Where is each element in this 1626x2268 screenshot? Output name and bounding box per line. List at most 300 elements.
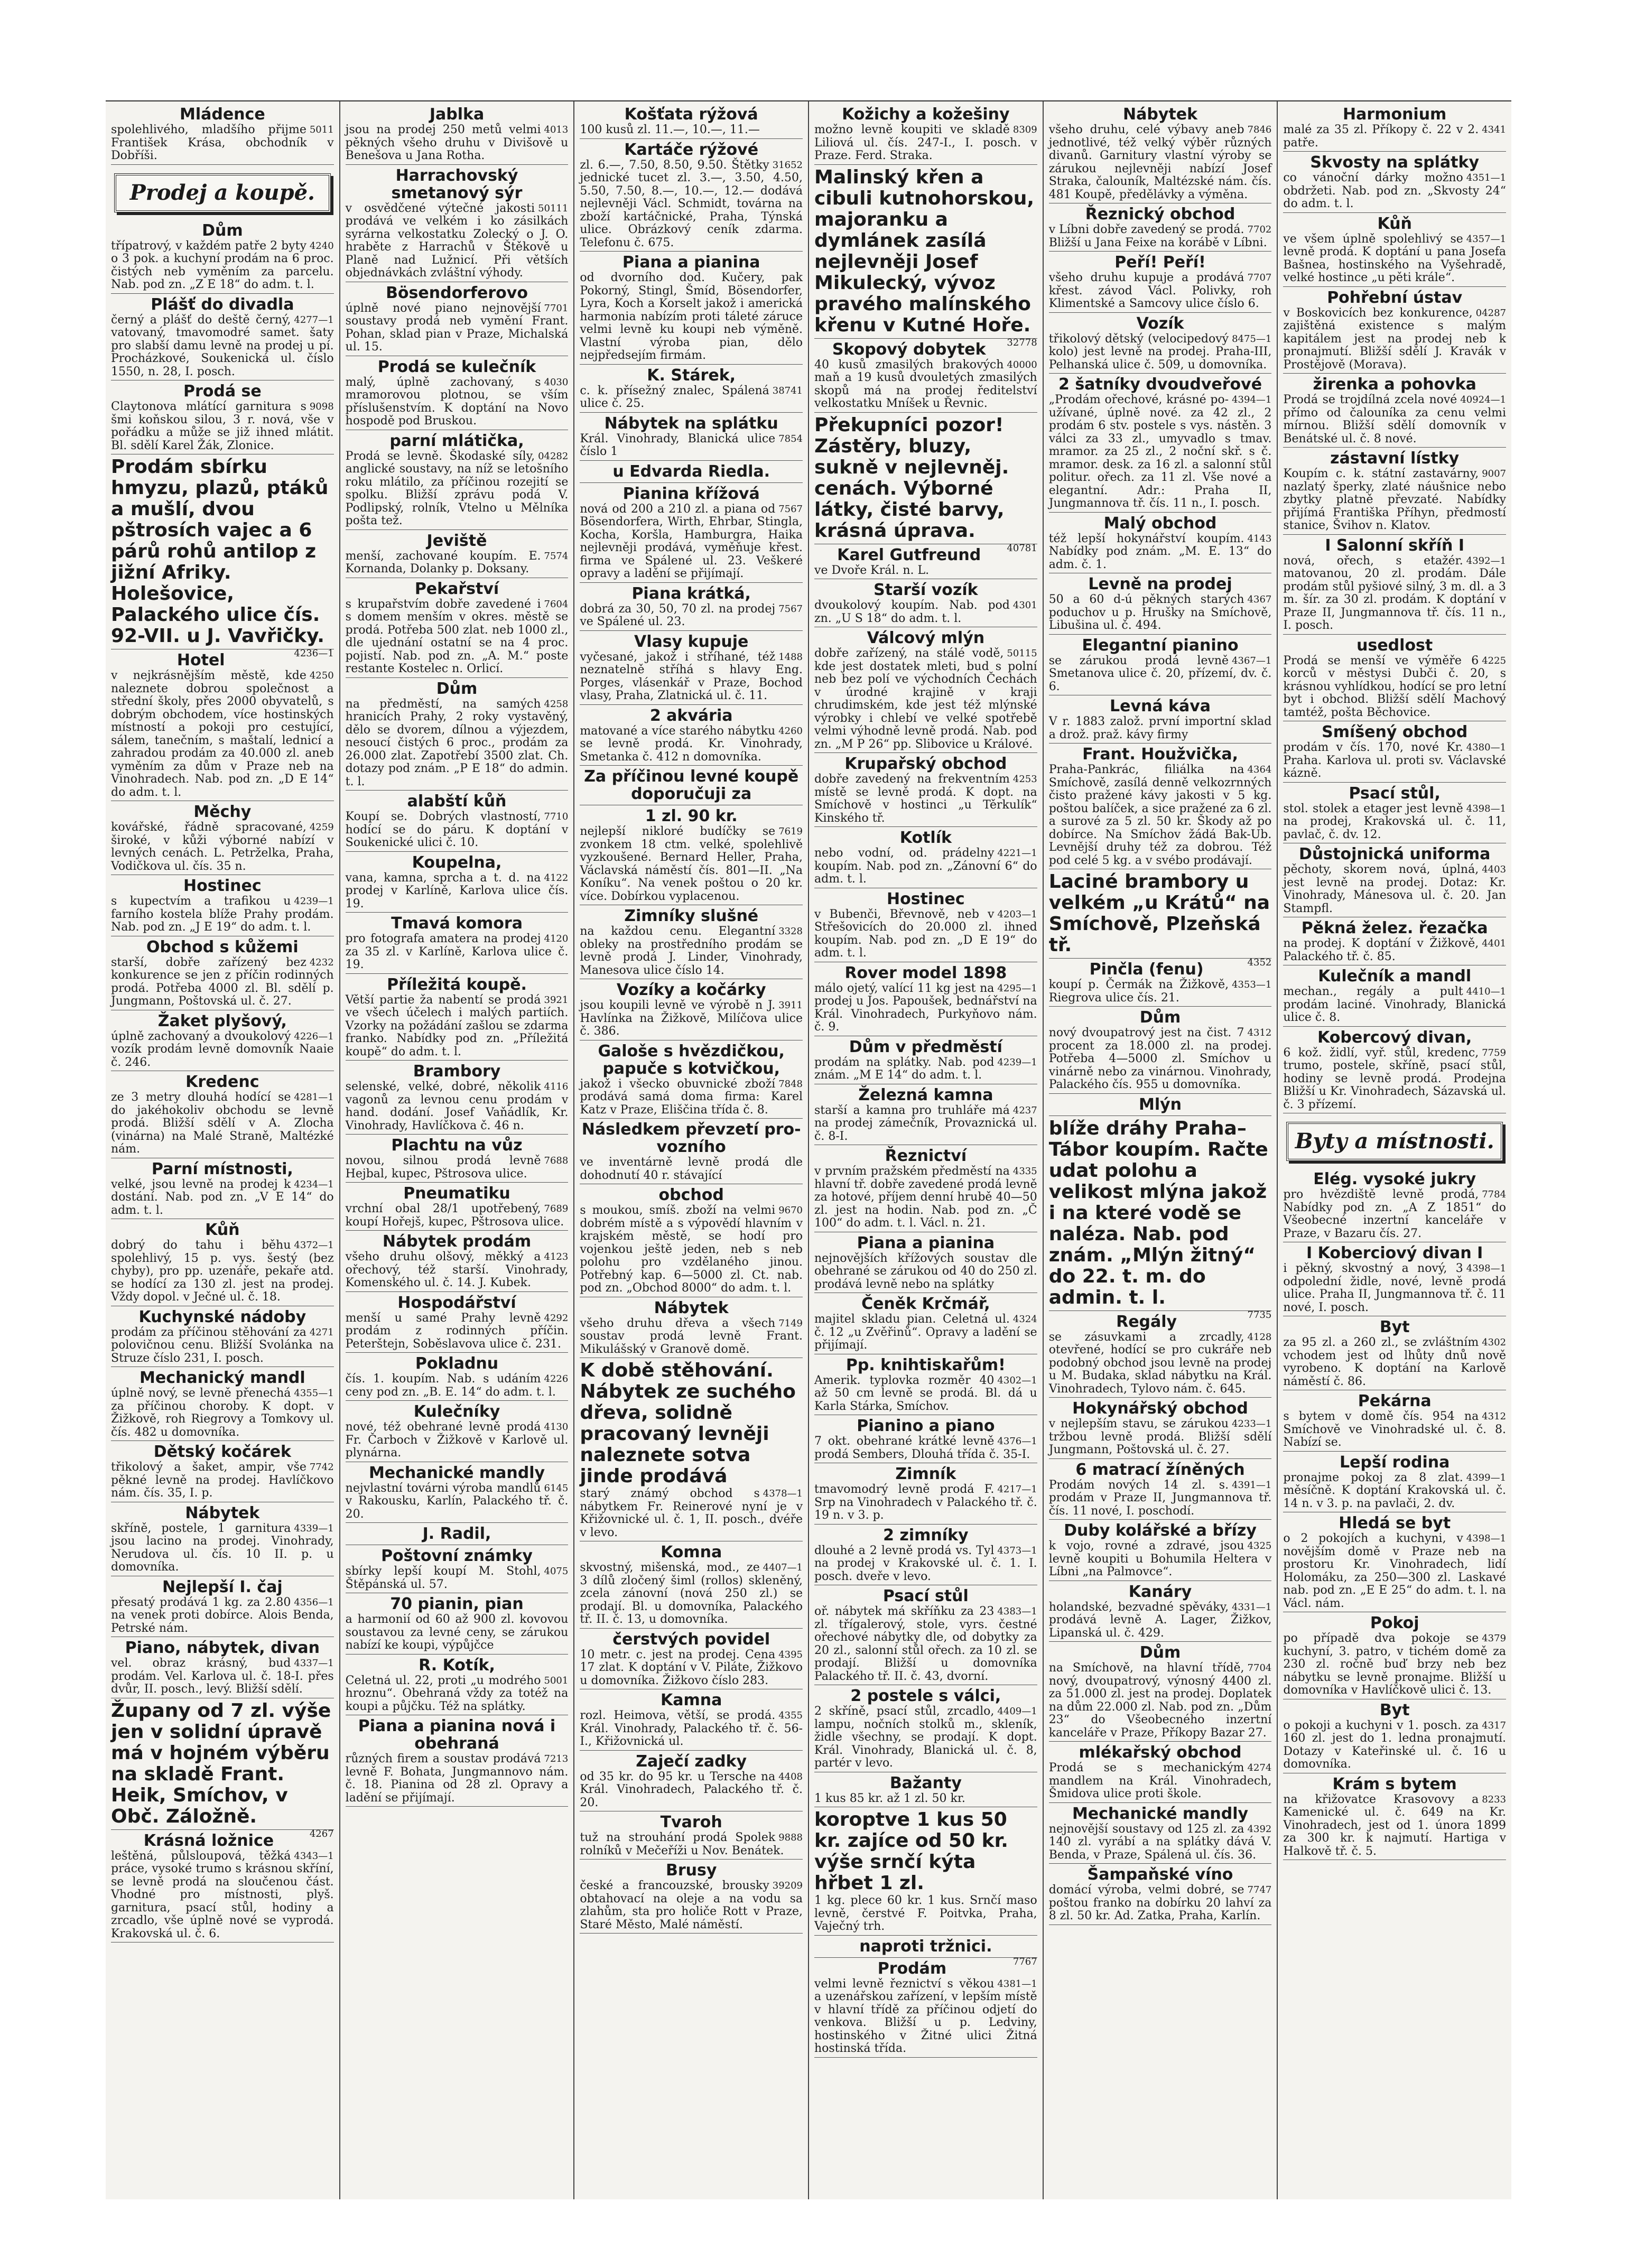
ad-heading: Dům (1139, 1008, 1181, 1027)
ad-reference-number: 4372—1 (294, 1240, 334, 1251)
ad-text-block (1049, 1331, 1272, 1396)
ad-reference-number: 7149 (778, 1317, 803, 1329)
ad-reference-number: 4357—1 (1466, 233, 1507, 245)
ad-heading: Překupníci pozor! Zástěry, bluzy, sukně v nejlevněj. cenách. Výborné látky, čisté barvy, krásná úprava. (814, 414, 1009, 542)
ad-reference-number: 5001 (544, 1675, 569, 1686)
classified-ad (1048, 1117, 1272, 1321)
ad-reference-number: 40000 (1007, 359, 1037, 370)
ad-reference-number: 5011 (309, 124, 334, 135)
ad-text-block (346, 811, 569, 850)
ad-text-block (111, 240, 334, 292)
ad-reference-number: 4239—1 (997, 1056, 1037, 1068)
ad-reference-number: 9670 (778, 1205, 803, 1216)
classified-ad (814, 1356, 1037, 1416)
ad-heading: čerstvých povidel (612, 1630, 770, 1649)
ad-heading: Bažanty (889, 1773, 962, 1792)
ad-reference-number: 4221—1 (997, 848, 1037, 859)
ad-heading: Mechanický mandl (140, 1369, 305, 1387)
ad-text-block (346, 124, 569, 163)
column-4 (809, 101, 1044, 2199)
ad-text-block (814, 1435, 1037, 1461)
ad-body: dobře zařízený, na stálé vodě, kde jest dostatek mleti, bud s polní neb bez polí ve východních Čechách v úrodné krajině v kraji chrudimském, kde jest též mlýnské výrobky i chlebí ve velké spotřebě velmi výhodně levně prodá. Nab. pod zn. „M P 26“ pp. Slibovice u Králové. (814, 647, 1037, 751)
ad-reference-number: 4030 (544, 376, 569, 388)
ad-text-block (814, 647, 1037, 751)
ad-heading: 2 akvária (649, 706, 733, 725)
ad-reference-number: 4301 (1012, 600, 1037, 611)
ad-reference-number: 4123 (544, 1251, 569, 1262)
ad-body: spolehlivého, mladšího přijme František Krása, obchodník v Dobříši. (111, 123, 334, 162)
ad-text-block (580, 999, 803, 1038)
classified-ad (1283, 1170, 1506, 1242)
ad-reference-number: 4353—1 (1232, 979, 1272, 990)
ad-heading: Elegantní pianino (1082, 636, 1239, 655)
ad-reference-number: 4128 (1247, 1331, 1272, 1343)
ad-body: menší, zachované koupím. E. Kornanda, Dolanky p. Doksany. (345, 549, 541, 575)
ad-heading: blíže dráhy Praha–Tábor koupím. Račte udat polohu a velikost mlýna jakož i na které vodě se naléza. Nab. pod znám. „Mlýn žitný“ do 22. t. m. do admin. t. l. (1048, 1117, 1268, 1308)
ad-body: dobrá za 30, 50, 70 zl. na prodej ve Spálené ul. 23. (580, 602, 776, 628)
classified-ad (111, 803, 334, 875)
ad-heading: Levně na prodej (1088, 575, 1232, 593)
classified-ad (580, 141, 803, 252)
classified-ad (580, 415, 803, 461)
ad-text-block (111, 401, 334, 452)
ad-body: české a francouzské, brousky obtahovací na oleje a na vodu sa zlahům, sta pro holiče Rott v Praze, Staré Město, Malé náměstí. (580, 1879, 803, 1931)
ad-reference-number: 4122 (544, 872, 569, 884)
ad-body: jakož i všecko obuvnické zboží prodává samá doma firma: Karel Katz v Praze, Eliščina třída č. 8. (580, 1077, 803, 1117)
classified-ad (580, 367, 803, 413)
ad-text-block (580, 159, 803, 250)
ad-body: všeho druhu, celé výbavy aneb jednotlivé, též velký výběr různých divanů. Garnitury vlastní výroby se zárukou nejlevněji nabízí Josef Straka, čalouník, Maltézské nám. čís. 481 Koupě, předělávky a výměna. (1048, 123, 1272, 201)
ad-heading: Kulečníky (413, 1402, 500, 1421)
ad-reference-number: 6145 (544, 1482, 569, 1494)
classified-ad (346, 1595, 569, 1654)
classified-ad (814, 890, 1037, 962)
ad-text-block (111, 1850, 334, 1941)
classified-ad (346, 1355, 569, 1401)
ad-body: málo ojetý, valící 11 kg jest na prodej u Jos. Papoušek, bednářství na Král. Vinohradech, Purkyňovo nám. č. 9. (814, 981, 1037, 1034)
ad-heading: Hostinec (887, 889, 965, 908)
classified-ad (1049, 1744, 1272, 1803)
ad-text-block (111, 314, 334, 379)
ad-heading: Pp. knihtiskařům! (845, 1355, 1006, 1374)
classified-ad (1283, 1702, 1506, 1773)
ad-body: holandské, bezvadné spěváky, prodává levně A. Lager, Žižkov, Lipanská ul. č. 429. (1048, 1600, 1272, 1640)
ad-body: třípatrový, v každém patře 2 byty o 3 pok. a kuchyní prodám na 6 proc. čistých neb vyměním za parcelu. Nab. pod zn. „Z E 18“ do adm. t. l. (111, 239, 334, 291)
ad-text-block (346, 994, 569, 1059)
classified-ad (111, 1221, 334, 1306)
ad-body: 1 kus 85 kr. až 1 zl. 50 kr. (814, 1791, 965, 1805)
ad-reference-number: 4337—1 (294, 1658, 334, 1669)
classified-ad (1283, 450, 1506, 535)
ad-heading: Bösendorferovo (386, 283, 528, 302)
ad-reference-number: 4116 (544, 1081, 569, 1092)
classified-ad (1049, 575, 1272, 635)
ad-text-block (1049, 394, 1272, 510)
ad-reference-number: 4217—1 (997, 1484, 1037, 1495)
classified-ad (346, 1657, 569, 1716)
ad-body: malý, úplně zachovaný, s mramorovou plotnou, se vším příslušenstvím. K doptání na Novo hospodě pod Bruskou. (345, 375, 569, 427)
ad-heading: Parní místnosti, (151, 1159, 293, 1178)
ad-text-block (111, 1030, 334, 1070)
ad-text-block (580, 1078, 803, 1117)
ad-body: nová od 200 a 210 zl. a piana od Bösendorfera, Wirth, Ehrbar, Stingla, Kocha, Koršla, Hamburgra, Haika nejlevněji prodává, vyměňuje křest. firma ve Spálené ul. 23. Veškeré opravy a ladění se přijímají. (580, 502, 803, 580)
ad-body: na křižovatce Krasovovy a Kamenické ul. č. 649 na Kr. Vinohradech, jest od 1. února 1899 za 300 kr. k najmutí. Hartiga v Halkově tř. č. 5. (1283, 1792, 1507, 1858)
classified-ad (814, 1960, 1037, 2058)
ad-body: majitel skladu pian. Celetná ul. č. 12 „u Zvěřinů“. Opravy a ladění se přijímají. (814, 1313, 1037, 1352)
classified-ad (1283, 1614, 1506, 1699)
ad-reference-number: 4239—1 (294, 896, 334, 907)
classified-ad (1049, 1522, 1272, 1581)
ad-reference-number: 4312 (1482, 1411, 1507, 1422)
ad-body: starší, dobře zařízený bez konkurence se jen z příčin rodinných prodá. Potřeba 4000 zl. Bl. sdělí p. Jungmann, Poštovská ul. č. 27. (111, 955, 334, 1008)
classified-ad (1283, 376, 1506, 448)
ad-body: nové, též obehrané levně prodá Fr. Čarboch v Žižkově v Karlově ul. plynárna. (345, 1420, 569, 1460)
ad-heading: Kuchynské nádoby (138, 1307, 306, 1326)
ad-body: c. k. přísežný znalec, Spálená ulice č. 25. (580, 384, 769, 410)
classified-ad (1049, 315, 1272, 374)
ad-heading: Kredenc (185, 1073, 259, 1091)
ad-body: nebo vodní, od. prádelny koupím. Nab. pod zn. „Zánovní 6“ do adm. t. l. (814, 847, 1037, 886)
ad-heading: Starší vozík (874, 581, 978, 599)
classified-ad (1049, 1583, 1272, 1642)
column-1 (106, 101, 340, 2199)
classified-ad (1283, 637, 1506, 722)
ad-body: leštěná, půlsloupová, těžká práce, vysoké trumo s krásnou skříní, se levně prodá na sloučenou část. Vhodné pro místnosti, plyš. garnitura, psací stůl, hodiny a zrcadlo, vše úplně nové se vyprodá. Krakovská ul. č. 6. (111, 1849, 334, 1940)
classified-ad (111, 222, 334, 294)
ad-text-block (814, 599, 1037, 625)
ad-heading: Piana a pianina (622, 253, 760, 272)
ad-text-block (1283, 1336, 1506, 1388)
ad-heading: Mládence (179, 105, 265, 124)
ad-body: na předměstí, na samých hranicích Prahy, 2 roky vystavěný, dělo se dvorem, dílnou a výjezdem, nesoucí čistých 6 proc., prodám za 26.000 zlat. Zapotřebí 3500 zlat. Ch. dotazy pod znám. „P E 18“ do admin. t. l. (345, 697, 569, 788)
ad-reference-number: 4236—1 (294, 648, 334, 659)
ad-reference-number: 4317 (1482, 1719, 1507, 1731)
classified-ad (1049, 106, 1272, 203)
ad-body: velké, jsou levně na prodej k dostání. Nab. pod zn. „V E 14“ do adm. t. l. (111, 1177, 334, 1217)
ad-heading: K době stěhování. Nábytek ze suchého dřeva, solidně pracovaný levněji naleznete sotva jinde prodává (580, 1360, 796, 1487)
ad-text-block (814, 1056, 1037, 1082)
ad-reference-number: 7846 (1247, 124, 1272, 135)
classified-ad (1049, 1009, 1272, 1094)
ad-text-block (346, 376, 569, 428)
ad-reference-number: 4367 (1247, 594, 1272, 605)
classified-ad (1283, 154, 1506, 213)
ad-body: se zárukou prodá levně Smetanova ulice č. 20, přízemí, dv. č. 6. (1048, 654, 1272, 693)
ad-reference-number: 50111 (538, 202, 569, 214)
ad-text-block (814, 1792, 1037, 1806)
ad-body: mechan., regály a pult prodám laciné. Vinohrady, Blanická ulice č. 8. (1283, 985, 1507, 1024)
ad-text-block (814, 1252, 1037, 1291)
section-banner: Prodej a koupě. (114, 173, 331, 212)
ad-reference-number: 4410—1 (1466, 986, 1507, 997)
ad-text-block (1049, 224, 1272, 249)
classified-ad (814, 1527, 1037, 1586)
classified-ad (346, 532, 569, 578)
ad-reference-number: 4398—1 (1466, 1533, 1507, 1544)
ad-heading: Karel Gutfreund (837, 545, 981, 564)
ad-text-block (580, 825, 803, 903)
ad-heading: R. Kotík, (419, 1656, 495, 1675)
classified-ad (111, 1073, 334, 1158)
ad-heading: Řeznictví (885, 1147, 967, 1165)
ad-text-block (814, 1374, 1037, 1414)
ad-heading: Železná kamna (858, 1085, 993, 1104)
ad-heading: Piano, nábytek, divan (125, 1639, 320, 1657)
ad-reference-number: 9888 (778, 1832, 803, 1843)
ad-text-block (1283, 1632, 1506, 1697)
ad-text-block (111, 1657, 334, 1696)
ad-heading: Duby kolářské a břízy (1064, 1521, 1257, 1540)
ad-body: nový dvoupatrový jest na čist. 7 procent za 18.000 zl. na prodej. Potřeba 4—5000 zl. Smíchov u vinárně nebo za vinárnou. Vinohrady, Palackého čís. 955 u domovníka. (1048, 1026, 1272, 1091)
ad-reference-number: 4339—1 (294, 1522, 334, 1534)
ad-reference-number: 4277—1 (294, 314, 334, 326)
classified-ad (346, 915, 569, 974)
classified-ad (1049, 254, 1272, 313)
ad-heading: Malinský křen a cibuli kutnohorskou, majoranku a dymlánek zasílá nejlevněji Josef Mikulecký, vývoz pravého malínského křenu v Kutné Hoře. (814, 166, 1035, 336)
ad-text-block (346, 1373, 569, 1399)
ad-text-block (1049, 655, 1272, 694)
ad-reference-number: 7848 (778, 1078, 803, 1090)
ad-heading: K. Stárek, (647, 366, 736, 385)
classified-ad (1049, 698, 1272, 743)
ad-reference-number: 7747 (1247, 1884, 1272, 1895)
ad-text-block (346, 1203, 569, 1229)
classified-ad (111, 1308, 334, 1368)
ad-text-block (814, 1165, 1037, 1230)
ad-body: třikolový a šaket, ampir, vše pěkné levně na prodej. Havlíčkovo nám. čís. 35, I. p. (111, 1461, 334, 1500)
ad-heading: Harrachovský smetanový sýr (391, 166, 523, 202)
classified-ad (1049, 961, 1272, 1007)
ad-body: jsou na prodej 250 metů velmi pěkných všeho druhu v Divišově u Benešova u Jana Rotha. (345, 123, 569, 162)
ad-reference-number: 7707 (1247, 272, 1272, 283)
ad-heading: Obchod s kůžemi (146, 937, 299, 956)
ad-reference-number: 4260 (778, 725, 803, 737)
classified-ad (111, 1699, 334, 1839)
ad-reference-number: 7567 (778, 603, 803, 615)
ad-text-block (346, 302, 569, 354)
ad-text-block (111, 1326, 334, 1365)
ad-body: Prodá se trojdílná zcela nové přímo od čalouníka za cenu velmi mírnou. Bližší sdělí domovník v Benátské ul. č. 8 nové. (1283, 393, 1507, 445)
ad-reference-number: 4250 (309, 670, 334, 681)
ad-text-block (1283, 1188, 1506, 1240)
ad-reference-number: 4325 (1247, 1540, 1272, 1551)
ad-reference-number: 4232 (309, 956, 334, 968)
ad-body: se zásuvkami a zrcadly, otevřené, hodící se pro cukráře neb podobný obchod jsou levně na prodej u M. Budaka, sklad nábytku na Král. Vinohradech, Tylovo nám. č. 645. (1048, 1330, 1272, 1396)
ad-text-block (1283, 124, 1506, 150)
ad-heading: Kulečník a mandl (1318, 967, 1472, 986)
ad-heading: Elég. vysoké jukry (1313, 1170, 1476, 1188)
ad-reference-number: 4355—1 (294, 1388, 334, 1399)
ad-reference-number: 4401 (1482, 938, 1507, 949)
ad-text-block (111, 1522, 334, 1574)
ad-body: Praha-Pankrác, filiálka na Smíchově, zasílá denně velkozrnných čisto pražené kávy jakosti v 5 kg. poštou balíček, a sice pražené za 6 zl. a surové za 5 zl. 50 kr. Škody až po dobírce. Na Smíchov žádá Bak-Ub. Levnější druhy též za dobrou. Též pod celé 5 kg. a v svébo prodávají. (1048, 763, 1272, 867)
ad-reference-number: 4237 (1012, 1104, 1037, 1116)
classified-ad (346, 976, 569, 1061)
classified-ad (1049, 637, 1272, 696)
ad-heading: Nejlepší I. čaj (162, 1577, 283, 1596)
ad-heading: Nábytek (185, 1503, 260, 1522)
ad-heading: Dětský kočárek (153, 1443, 291, 1461)
classified-ad (814, 1937, 1037, 1967)
ad-text-block (1049, 272, 1272, 311)
ad-heading: 2 postele s válci, (850, 1687, 1001, 1705)
ad-heading: Malý obchod (1103, 514, 1217, 533)
ad-body: v Boskovicích bez konkurence, zajištěná existence s malým kapitálem jest na prodej neb k pronajmutí. Bližší sdělí J. Kravák v Prostějově (Morava). (1283, 306, 1507, 371)
classified-ad (346, 1547, 569, 1593)
ad-heading: Vozíky a kočárky (616, 981, 766, 999)
ad-text-block (580, 1488, 803, 1539)
classified-ad (580, 707, 803, 766)
ad-heading: 1 zl. 90 kr. (645, 807, 738, 825)
ad-heading: Kožichy a kožešiny (842, 105, 1010, 124)
ad-text-block (580, 1649, 803, 1688)
ad-reference-number: 4394—1 (1232, 394, 1272, 405)
ad-text-block (111, 670, 334, 799)
ad-body: možno levně koupiti ve skladě Liliová ul. čís. 247-I., I. posch. v Praze. Ferd. Straka. (814, 123, 1037, 162)
classified-ad (1049, 1313, 1272, 1398)
ad-reference-number: 7759 (1482, 1047, 1507, 1058)
ad-reference-number: 4203—1 (997, 908, 1037, 920)
ad-body: menší u samé Prahy levně prodám z rodinných příčin. Peterštejn, Soběslavova ulice č. 231. (345, 1311, 569, 1351)
ad-body: 100 kusů zl. 11.—, 10.—, 11.— (580, 123, 760, 136)
ad-heading: Byt (1379, 1700, 1410, 1719)
ad-body: třikolový dětský (velocipedový kolo) jest levně na prodej. Praha-III, Pelhanská ulice č. 509, u domovníka. (1048, 332, 1272, 371)
ad-heading: koroptve 1 kus 50 kr. zajíce od 50 kr. výše srnčí kýta hřbet 1 zl. (814, 1809, 1008, 1894)
ad-reference-number: 7702 (1247, 224, 1272, 235)
ad-heading: Košťata rýžová (624, 105, 758, 124)
ad-heading: Piana a pianina nová i obehraná (358, 1717, 556, 1753)
ad-heading: Mlýn (1138, 1095, 1182, 1114)
ad-text-block (580, 124, 803, 137)
ad-heading: Prodám sbírku hmyzu, plazů, ptáků a mušlí, dvou pštrosích vajec a 6 párů rohů antilop z jižní Afriky. Holešovice, Palackého ulice čís. 92-VII. u J. Vavřičky. (111, 456, 329, 647)
classified-ad (580, 1753, 803, 1812)
ad-heading: Peří! Peří! (1114, 253, 1206, 272)
ad-body: v prvním pražském předměstí na hlavní tř. dobře zavedené prodá levně za hotové, příjem denní hrubě 40—50 zl. jest na hodin. Nab. pod zn. „Č 100“ do adm. t. l. Václ. n. 21. (814, 1165, 1037, 1230)
ad-body: pro fotografa amatera na prodej za 35 zl. v Karlíně, Karlova ulice č. 19. (345, 932, 569, 971)
ad-reference-number: 04287 (1475, 307, 1507, 319)
ad-text-block (346, 550, 569, 576)
classified-ad (1283, 845, 1506, 917)
classified-ad (580, 907, 803, 979)
classified-ad (111, 1443, 334, 1502)
classified-ad (580, 1691, 803, 1751)
ad-body: skříně, postele, 1 garnitura jsou lacino na prodej. Vinohrady, Nerudova ul. čís. 10 II. p. u domovníka. (111, 1521, 334, 1574)
ad-body: matované a více starého nábytku se levně prodá. Kr. Vinohrady, Smetanka č. 412 n domovníka. (580, 724, 803, 764)
classified-ad (814, 581, 1037, 627)
ad-heading: Jeviště (426, 531, 487, 550)
ad-heading: Pneumatiku (403, 1184, 510, 1203)
ad-text-block (1283, 468, 1506, 533)
ad-heading: Hokynářský obchod (1072, 1399, 1248, 1418)
ad-body: vrchní obal 28/1 upotřebený, koupí Hořejš, kupec, Pštrosova ulice. (345, 1202, 564, 1229)
ad-body: všeho druhu kupuje a prodává křest. závod Václ. Polivky, roh Klimentské a Samcovy ulice číslo 6. (1048, 271, 1272, 310)
ad-reference-number: 4407—1 (763, 1562, 803, 1573)
ad-heading: Čeněk Krčmář, (861, 1295, 990, 1313)
classified-ad (580, 1631, 803, 1690)
ad-heading: Za příčinou levné koupě doporučuji za (584, 767, 799, 803)
section-banner: Byty a místnosti. (1286, 1122, 1503, 1161)
ad-reference-number: 8309 (1012, 124, 1037, 135)
ad-reference-number: 7567 (778, 503, 803, 515)
classified-ad (1283, 106, 1506, 152)
classified-ad (814, 1417, 1037, 1463)
classified-ad (346, 1294, 569, 1353)
ad-body: též lepší hokynářství koupím. Nabídky pod znám. „M. E. 13“ do adm. č. 1. (1048, 532, 1272, 571)
classified-ad (580, 768, 803, 805)
ad-text-block (346, 1155, 569, 1181)
ad-body: dlouhé a 2 levně prodá vs. Tyl na prodej v Krakovské ul. č. 1. I. posch. dveře v levo. (814, 1544, 1037, 1583)
ad-heading: Krám s bytem (1332, 1774, 1457, 1793)
ad-reference-number: 4379 (1482, 1633, 1507, 1644)
ad-heading: Poštovní známky (381, 1547, 533, 1565)
ad-body: s bytem v domě čís. 954 na Smíchově ve Vinohradské ul. č. 8. Nabízí se. (1283, 1410, 1507, 1449)
ad-text-block (1283, 1047, 1506, 1112)
ad-heading: Krupařský obchod (844, 755, 1007, 773)
classified-ad (1283, 1318, 1506, 1390)
classified-ad (814, 341, 1037, 413)
ad-text-block (346, 202, 569, 280)
classified-ad (580, 254, 803, 365)
ad-text-block (580, 1561, 803, 1626)
ad-body: Claytonova mlátící garnitura s šmi koňskou silou, 3 r. nová, vše v pořádku a může se již ihned mlátit. Bl. sdělí Karel Žák, Zlonice. (111, 400, 334, 452)
classified-ad (1049, 1096, 1272, 1116)
ad-reference-number: 4392 (1247, 1823, 1272, 1835)
ad-reference-number: 4355 (778, 1710, 803, 1721)
ad-body: 2 skříně, psací stůl, zrcadlo, lampu, nočních stolků m., skleník, židle všechny, se prodají. K dopt. Král. Vinohrady, Blanická ul. č. 8, partér v levo. (814, 1705, 1037, 1770)
classified-ad (111, 456, 334, 659)
ad-reference-number: 4351—1 (1466, 172, 1507, 183)
ad-reference-number: 4295—1 (997, 982, 1037, 994)
ad-reference-number: 32778 (1007, 337, 1037, 348)
ad-reference-number: 7688 (544, 1155, 569, 1166)
classified-ad (580, 1814, 803, 1860)
ad-text-block (111, 1596, 334, 1635)
classified-ad (814, 1587, 1037, 1685)
ad-text-block (1283, 394, 1506, 445)
ad-text-block (1283, 986, 1506, 1025)
ad-heading: Smíšený obchod (1322, 723, 1468, 741)
ad-reference-number: 8233 (1482, 1793, 1507, 1805)
ad-heading: Zaječí zadky (636, 1752, 747, 1771)
ad-body: od dvorního dod. Kučery, pak Pokorný, Stingl, Šmíd, Bösendorfer, Lyra, Koch a Korselt jakož i americká harmonia nabízím proti táleté záruce velmi levně ku koupi neb výměně. Vlastní výroba pian, dělo nejpředsejím firmám. (580, 271, 803, 362)
ad-text-block (346, 1675, 569, 1714)
ad-heading: Pianina křížová (622, 484, 760, 503)
ad-body: ve Dvoře Král. n. L. (814, 563, 930, 577)
ad-reference-number: 4383—1 (997, 1606, 1037, 1617)
ad-body: sbírky lepší koupí M. Stohl, Štěpánská ul. 57. (345, 1565, 541, 1591)
classified-ad (346, 1717, 569, 1807)
ad-heading: Dům (202, 221, 243, 240)
ad-heading: I Salonní skříň I (1325, 536, 1465, 555)
ad-heading: Prodám (877, 1959, 947, 1978)
ad-text-block (580, 433, 803, 459)
classified-ad (1049, 1461, 1272, 1520)
ad-text-block (814, 1894, 1037, 1934)
ad-heading: Rover model 1898 (844, 963, 1007, 982)
ad-body: ve všem úplně spolehlivý se levně prodá. K doptání u pana Josefa Bašnea, hostinského na Vyšehradě, velké hostince „u pěti krále“. (1283, 232, 1507, 284)
ad-heading: Tmavá komora (391, 914, 523, 933)
ad-reference-number: 4403 (1482, 864, 1507, 875)
ad-body: Koupím c. k. státní zastavárny, nazlatý šperky, zlaté náušnice nebo zbytky platně převzaté. Nabídky přijímá Františka Příhyn, předmostí stanice, Švihov n. Klatov. (1283, 467, 1507, 532)
classified-ad (346, 106, 569, 165)
ad-reference-number: 4143 (1247, 533, 1272, 544)
classified-ad (814, 414, 1037, 554)
classified-ad (1049, 515, 1272, 574)
ad-body: přesatý prodává 1 kg. za 2.80 na venek proti dobírce. Alois Benda, Petrské nám. (111, 1595, 334, 1635)
ad-body: prodám v čís. 170, nové Kr. Praha. Karlova ul. proti sv. Václavské kázně. (1283, 741, 1507, 780)
classified-ad (814, 1086, 1037, 1146)
classified-ad (346, 854, 569, 913)
